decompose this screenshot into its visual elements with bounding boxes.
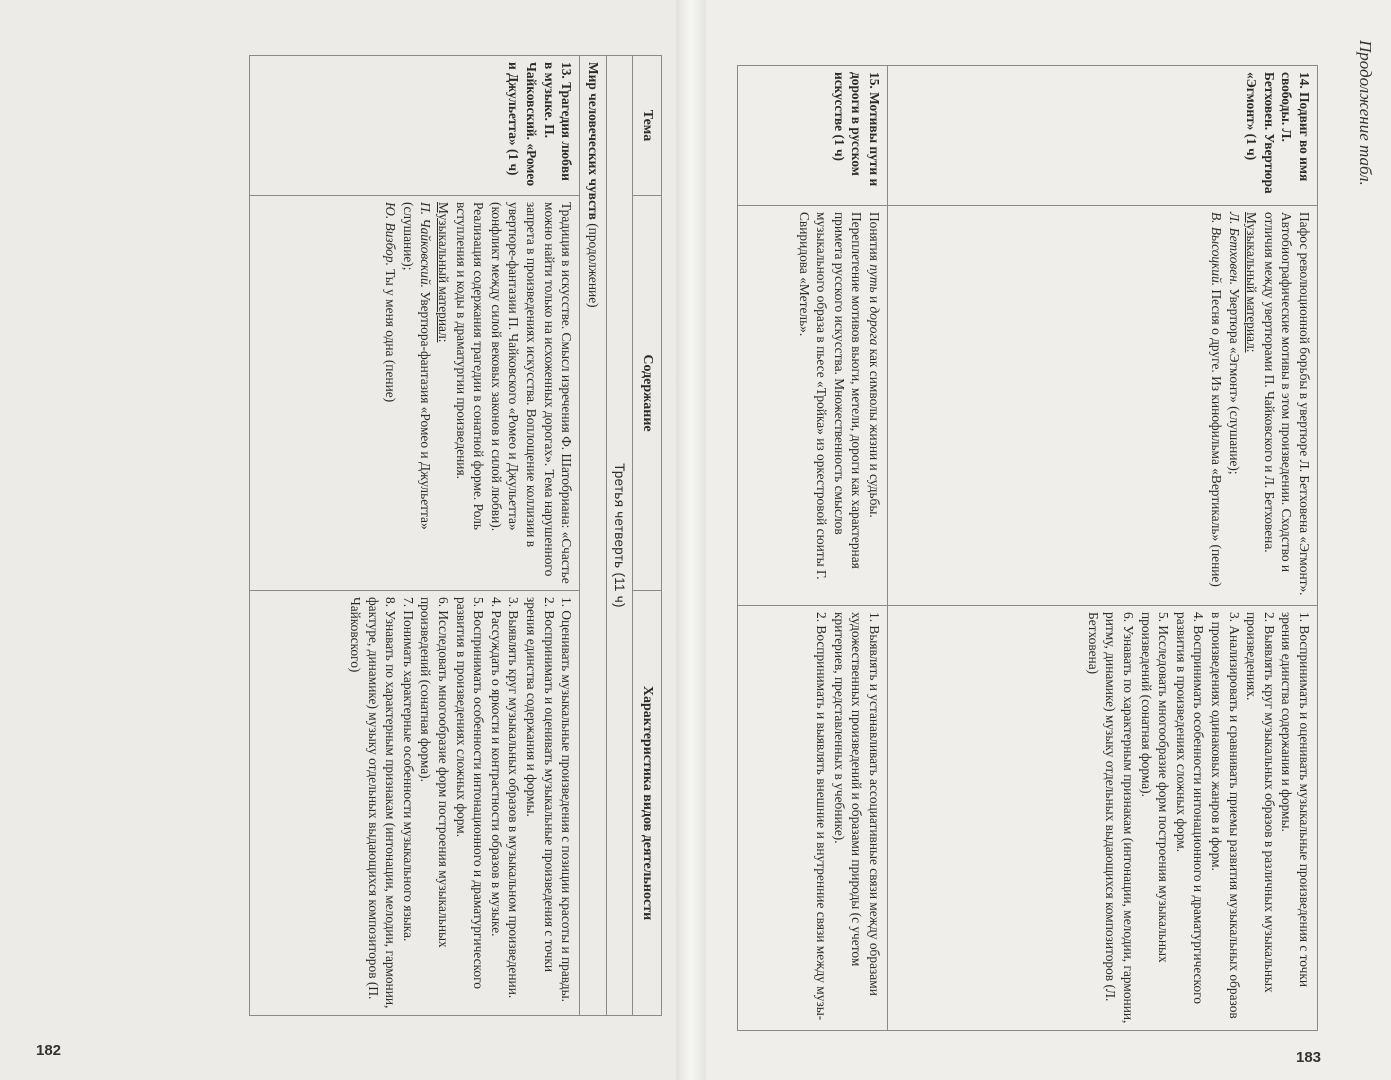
quarter-row <box>606 56 633 1016</box>
header-content: Содержание <box>633 196 662 591</box>
section-row <box>580 56 607 1016</box>
list-item: 1. Воспринимать и оценивать музыкальные произведения с точки зрения единства содержания и формы. <box>1279 612 1312 988</box>
row-14-material-2-composer: В. Высоцкий. <box>1209 212 1225 287</box>
list-item: 7. Понимать характерные особенности музыкального языка. <box>400 597 416 942</box>
row-13-content-text: Традиция в искусстве. Смысл изречения Ф. Шатобриана: «Счастье можно найти только на исхоженных дорогах». Тема нарушенного запрета в произведениях искусства. Воплощение коллизии в увертюре-фантазии П. Чайковского «Ромео и Джульетта» (конфликт между силой вековых законов и силой любви). Реализация содержания трагедии в сонатной форме. Роль вступления и коды в драматургии произведения. <box>453 202 575 584</box>
row-15-activities <box>738 606 888 1031</box>
row-14-content-text: Пафос революционной борьбы в увертюре Л. Бетховена «Эгмонт». Автобиографические мотивы в этом произведении. Сходство и отличия между увертюрами П. Чайковского и Л. Бетховена. <box>1261 212 1312 596</box>
row-13-material-1-composer: П. Чайковский. <box>418 202 434 289</box>
table-row <box>888 66 1318 1031</box>
left-table-frame <box>152 55 662 1015</box>
list-item: 3. Анализировать и сравнивать приемы развития музыкальных образов в произведениях одинаковых жанров и форм. <box>1209 612 1242 1019</box>
continuation-title: Продолжение табл. <box>1356 40 1375 186</box>
list-item: 2. Воспринимать и выявлять внешние и внутренние связи между музы- <box>814 612 830 1021</box>
row-15-term-path: путь <box>867 264 882 293</box>
list-item: 4. Рассуждать о яркости и контрастности образов в музыке. <box>488 597 504 937</box>
list-item: 6. Исследовать многообразие форм построения музыкальных произведений (сонатная форма). <box>418 597 452 948</box>
row-15-content-rest: как символы жизни и судьбы. Переплетение мотивов вьюги, метели, дороги как характерная примета русского искусства. Множественность смыслов музыкального образа в пьесе «Тройка» из оркестровой сюиты Г. Свиридова «Метель». <box>796 212 882 580</box>
header-activities: Характеристика видов деятельности <box>633 591 662 1016</box>
list-item: 4. Воспринимать особенности интонационного и драматургического развития в произведениях сложных форм. <box>1173 612 1207 1004</box>
row-13-topic: 13. Трагедия любви в музыке. П. Чайковский. «Ромео и Джульетта» (1 ч) <box>250 56 580 196</box>
list-item: 6. Узнавать по характерным признакам (интонации, мелодии, гармонии, ритму, динамике) музыку отдельных выдающихся композиторов (Л. Бетховена) <box>1085 612 1137 1024</box>
row-15-content-and: и <box>867 296 882 304</box>
row-14-material-1-composer: Л. Бетховен. <box>1226 212 1242 286</box>
header-topic: Тема <box>633 56 662 196</box>
list-item: 1. Выявлять и устанавливать ассоциативные связи между образами художественных произведений и образами природы (с учетом критериев, представленных в учебнике). <box>831 612 882 996</box>
row-14-material-label: Музыкальный материал: <box>1244 212 1260 353</box>
row-15-topic: 15. Мотивы пути и дороги в русском искусстве (1 ч) <box>738 66 888 206</box>
row-13-content <box>250 196 580 591</box>
section-title <box>580 56 607 1016</box>
list-item: 1. Оценивать музыкальные произведения с позиции красоты и правды. <box>559 597 575 1002</box>
page-number-left: 182 <box>36 1042 62 1059</box>
right-lesson-table <box>737 65 1318 1031</box>
row-14-material-2-work: Песня о друге. Из кинофильма «Вертикаль» (пение) <box>1209 289 1225 587</box>
table-header-row <box>633 56 662 1016</box>
row-15-content <box>738 206 888 606</box>
row-15-term-road: дорога <box>867 306 882 346</box>
table-row <box>738 66 888 1031</box>
row-13-material-2-work: Ты у меня одна (пение) <box>383 269 399 403</box>
row-14-activities <box>888 606 1318 1031</box>
row-13-material-1-work: Увертюра-фантазия «Ромео и Джульетта» (слушание); <box>400 202 434 530</box>
page-number-right: 183 <box>1296 1049 1322 1066</box>
row-14-material-1-work: Увертюра «Эгмонт» (слушание); <box>1226 288 1242 475</box>
row-14-topic: 14. Подвиг во имя свободы. Л. Бетховен. Увертюра «Эгмонт» (1 ч) <box>888 66 1318 206</box>
row-14-content <box>888 206 1318 606</box>
book-gutter <box>676 0 706 1080</box>
list-item: 2. Выявлять круг музыкальных образов в различных музыкальных произведениях. <box>1244 612 1277 993</box>
row-13-material-label: Музыкальный материал: <box>436 202 452 343</box>
section-name: Мир человеческих чувств <box>585 62 601 220</box>
right-table-frame <box>718 65 1318 1030</box>
quarter-title: Третья четверть (11 ч) <box>606 56 633 1016</box>
section-suffix: (продолжение) <box>585 223 601 308</box>
row-13-activities <box>250 591 580 1016</box>
list-item: 5. Воспринимать особенности интонационного и драматургического развития в произведениях сложных форм. <box>453 597 487 989</box>
list-item: 2. Воспринимать и оценивать музыкальные произведения с точки зрения единства содержания и формы. <box>524 597 557 973</box>
list-item: 8. Узнавать по характерным признакам (интонации, мелодии, гармонии, фактуре, динамике) музыку отдельных выдающихся композиторов (П. Чайковского) <box>348 597 399 1009</box>
table-row <box>250 56 580 1016</box>
list-item: 5. Исследовать многообразие форм построения музыкальных произведений (сонатная форма). <box>1138 612 1172 963</box>
row-15-content-pre: Понятия <box>867 212 882 261</box>
list-item: 3. Выявлять круг музыкальных образов в музыкальном произведении. <box>506 597 522 999</box>
left-lesson-table <box>249 55 662 1016</box>
row-13-material-2-composer: Ю. Визбор. <box>383 202 399 266</box>
